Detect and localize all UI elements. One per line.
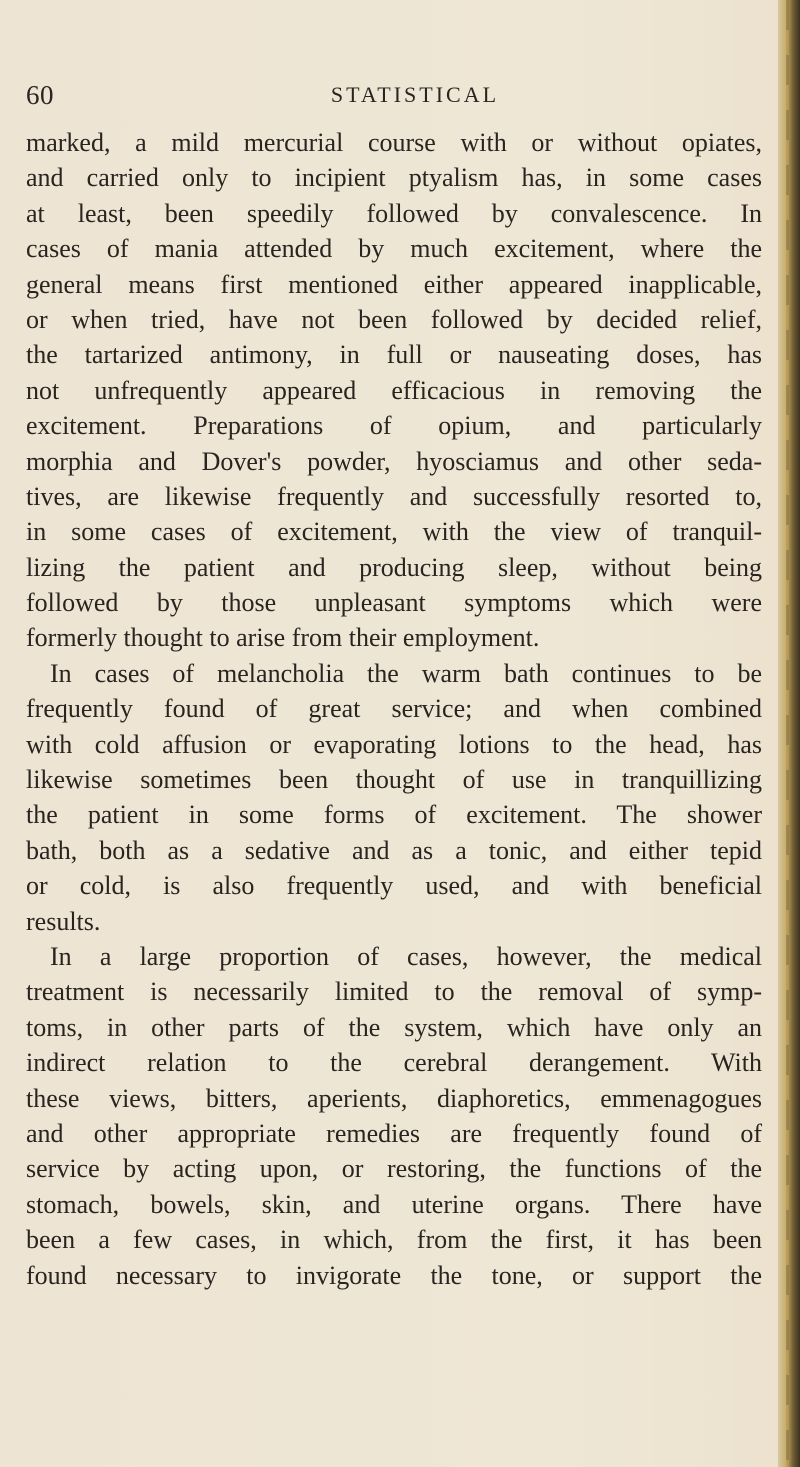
text-line: or cold, is also frequently used, and with beneficial (26, 871, 762, 901)
text-line: morphia and Dover's powder, hyosciamus and other seda- (26, 446, 762, 476)
text-line: marked, a mild mercurial course with or without opiates, (26, 128, 762, 157)
text-line: cases of mania attended by much excitement, where the (26, 234, 762, 264)
text-line: and carried only to incipient ptyalism has, in some cases (26, 163, 762, 193)
page-edge-binding (778, 0, 800, 1467)
running-head: STATISTICAL (330, 82, 500, 107)
text-line: followed by those unpleasant symptoms which were (26, 588, 762, 618)
text-line: tives, are likewise frequently and successfully resorted to, (26, 481, 762, 511)
text-line: at least, been speedily followed by convalescence. In (26, 198, 762, 228)
text-line: not unfrequently appeared efficacious in removing the (26, 375, 762, 405)
text-line: general means first mentioned either appeared inapplicable, (26, 269, 762, 299)
text-line: excitement. Preparations of opium, and particularly (26, 411, 762, 441)
text-line: found necessary to invigorate the tone, or support the (26, 1260, 762, 1290)
text-line: bath, both as a sedative and as a tonic, and either tepid (26, 835, 762, 865)
text-line: service by acting upon, or restoring, the functions of the (26, 1154, 762, 1184)
text-line: or when tried, have not been followed by decided relief, (26, 304, 762, 334)
text-line: indirect relation to the cerebral derangement. With (26, 1048, 762, 1078)
text-line: and other appropriate remedies are frequently found of (26, 1118, 762, 1148)
text-line: frequently found of great service; and when combined (26, 694, 762, 724)
text-line: in some cases of excitement, with the view of tranquil- (26, 517, 762, 547)
text-line: lizing the patient and producing sleep, without being (26, 552, 762, 582)
text-line: been a few cases, in which, from the first, it has been (26, 1225, 762, 1255)
text-line: likewise sometimes been thought of use in tranquillizing (26, 765, 762, 795)
text-line: In a large proportion of cases, however, the medical (50, 941, 762, 971)
text-line: formerly thought to arise from their employment. (26, 623, 540, 653)
text-line: these views, bitters, aperients, diaphoretics, emmenagogues (26, 1083, 762, 1113)
body-text (26, 125, 762, 1293)
text-line: the tartarized antimony, in full or nauseating doses, has (26, 340, 762, 370)
text-line: toms, in other parts of the system, which have only an (26, 1012, 762, 1042)
text-line: In cases of melancholia the warm bath continues to be (50, 658, 762, 688)
text-line: results. (26, 906, 101, 936)
page-number: 60 (26, 80, 54, 110)
text-line: the patient in some forms of excitement. The shower (26, 800, 762, 830)
text-line: with cold affusion or evaporating lotions to the head, has (26, 729, 762, 759)
page-header (26, 80, 764, 114)
text-line: treatment is necessarily limited to the removal of symp- (26, 977, 762, 1007)
text-line: stomach, bowels, skin, and uterine organs. There have (26, 1189, 762, 1219)
